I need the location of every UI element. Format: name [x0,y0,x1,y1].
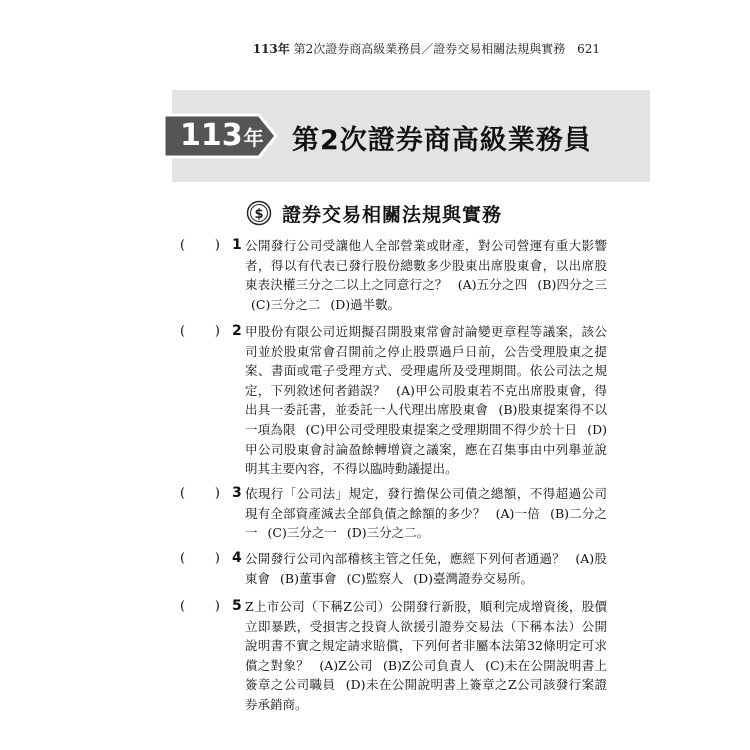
option-c: (C)監察人 [346,570,404,586]
option-d: (D)未在公開說明書上簽章之Z公司該發行案證券承銷商。 [245,677,607,712]
answer-paren-close: ) [214,238,220,253]
question-number: 2 [232,323,242,339]
answer-blank [180,549,220,568]
year-badge-text [180,118,264,153]
question-text [245,236,607,314]
running-header [253,40,600,57]
question-stem: 公開發行公司受讓他人全部營業或財產，對公司營運有重大影響者，得以有代表已發行股份總數多少股東出席股東會，以出席股東表決權三分之二以上之同意行之？ [245,238,607,293]
answer-blank [180,597,220,616]
running-header-text: 第2次證券商高級業務員／證券交易相關法規與實務 [293,42,566,56]
option-b: (B)董事會 [280,570,337,586]
option-a: (A)五分之四 [457,277,528,293]
option-c: (C)三分之一 [267,525,337,541]
answer-paren-open: ( [180,551,186,566]
option-c: (C)甲公司受理股東提案之受理期間不得少於十日 [305,421,578,437]
question-number: 4 [232,550,242,566]
answer-paren-open: ( [180,238,186,253]
question-stem: 甲股份有限公司近期擬召開股東常會討論變更章程等議案，該公司並於股東常會召開前之停止股票過戶日前，公告受理股東之提案、書面或電子受理方式、受理處所及受理期間。依公司法之規定，下列敘述何者錯誤？ [245,324,607,398]
option-a: (A)甲公司股東若不克出席股東會，得出具一委託書，並委託一人代理出席股東會 [245,382,607,418]
question-text [245,549,607,588]
question-stem: Z上市公司（下稱Z公司）公開發行新股，順利完成增資後，股價立即暴跌，受損害之投資人欲援引證券交易法（下稱本法）公開說明書不實之規定請求賠償，下列何者非屬本法第32條明定可求償之對象？ [245,599,607,673]
year-badge-number: 113 [180,118,243,153]
page-number: 621 [577,42,600,56]
subject-heading [246,197,502,229]
option-a: (A)一倍 [495,505,540,521]
option-d: (D)甲公司股東會討論盈餘轉增資之議案，應在召集事由中列舉並說明其主要內容，不得以臨時動議提出。 [245,421,607,477]
question-number: 3 [232,485,242,501]
option-c: (C)未在公開說明書上簽章之公司職員 [245,657,607,693]
option-a: (A)股東會 [245,551,607,586]
question-text [245,484,607,543]
question-stem: 公開發行公司內部稽核主管之任免，應經下列何者通過？ [245,551,566,566]
question-text [245,597,607,715]
answer-paren-close: ) [214,599,220,614]
option-b: (B)Z公司負責人 [382,657,475,673]
question-number: 5 [232,598,242,614]
answer-blank [180,236,220,255]
option-b: (B)股東提案得不以一項為限 [245,402,607,437]
answer-paren-close: ) [214,551,220,566]
answer-paren-close: ) [214,324,220,339]
option-d: (D)三分之二。 [346,525,430,541]
option-a: (A)Z公司 [319,657,373,673]
question-text [245,322,607,479]
option-d: (D)過半數。 [330,296,401,312]
svg-text:$: $ [254,206,264,222]
option-b: (B)二分之一 [245,505,607,541]
page-title: 第2次證券商高級業務員 [292,125,592,156]
answer-blank [180,322,220,341]
option-d: (D)臺灣證券交易所。 [413,570,534,586]
answer-paren-close: ) [214,486,220,501]
year-badge-unit: 年 [243,126,264,150]
subject-title: 證券交易相關法規與實務 [282,203,503,226]
answer-paren-open: ( [180,599,186,614]
option-c: (C)三分之二 [251,296,321,312]
question-stem: 依現行「公司法」規定，發行擔保公司債之總額，不得超過公司現有全部資產減去全部負債之餘額的多少？ [245,486,607,521]
option-b: (B)四分之三 [537,277,607,293]
dollar-coin-icon [246,200,272,226]
answer-paren-open: ( [180,486,186,501]
running-header-year: 113年 [252,42,290,56]
year-badge [160,112,280,160]
answer-blank [180,484,220,503]
answer-paren-open: ( [180,324,186,339]
question-number: 1 [232,237,242,253]
